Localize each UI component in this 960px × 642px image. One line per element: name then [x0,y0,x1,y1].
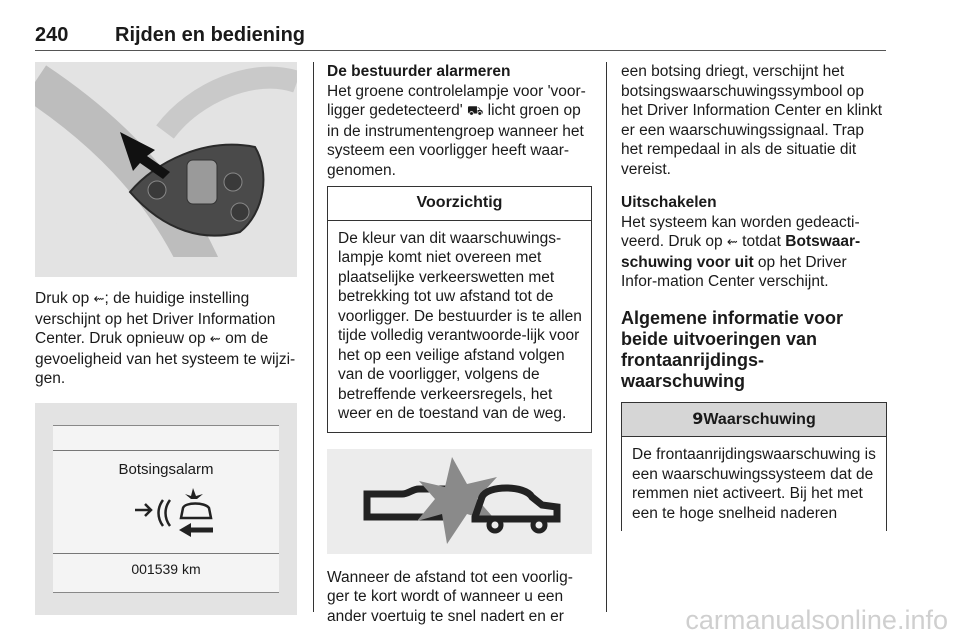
steering-wheel-illustration [35,62,297,277]
alert-paragraph: een botsing driegt, verschijnt het botsingswaarschuwingssymbool op het Driver Information Center en klinkt er een waarschuwingssignaal. Trap het rempedaal in als de situatie dit vereist. [621,63,883,178]
page-number: 240 [35,24,69,46]
collision-icon [327,449,592,554]
column-divider [606,62,607,612]
odometer-reading: 001539 km [131,561,201,577]
warning-title: Waarschuwing [703,410,816,428]
steering-wheel-icon [35,62,297,277]
distance-button-icon: ⇜ [209,332,221,347]
column-left [35,62,297,615]
warning-text: De frontaanrijdingswaarschuwing is een waarschuwingssysteem dat de remmen niet activeert. Bij het met een te hoge snelheid naderen [632,446,876,522]
collision-alert-icon [133,488,223,538]
warning-header [622,403,886,438]
chapter-title: Rijden en bediening [115,24,306,46]
distance-button-icon: ⇜ [93,292,105,307]
warning-box [621,402,887,532]
collision-illustration [327,449,592,554]
general-info-heading: Algemene informatie voor beide uitvoeringen van frontaanrijdings-waarschuwing [621,307,844,391]
column-middle [327,62,592,626]
deactivation-paragraph: Het systeem kan worden gedeacti-veerd. Druk op ⇜ totdat Botswaar-schuwing voor uit op het Driver Infor-mation Center verschijnt. [621,213,861,290]
page-header [35,24,886,51]
indicator-paragraph: Het groene controlelampje voor 'voor-ligger gedetecteerd' ⛟ licht groen op in de instrumentengroep wanneer het systeem een voorligger heeft waar-genomen. [327,82,586,179]
subheading-uitschakelen: Uitschakelen [621,194,717,211]
distance-button-icon: ⇜ [726,235,738,250]
caution-text: De kleur van dit waarschuwings-lampje komt niet overeen met plaatselijke verkeerswetten met betrekking tot uw afstand tot de voorligger. De bestuurder is te allen tijde volledig verantwoorde-lijk voor het op een veilige afstand volgen van de voorligger, volgens de betreffende verkeersregels, het weer en de toestand van de weg. [338,229,582,422]
caution-box [327,186,592,433]
display-illustration [35,403,297,615]
driver-information-center [53,425,279,593]
vehicle-ahead-icon: ⛟ [466,104,484,119]
distance-paragraph: Wanneer de afstand tot een voorlig-ger te kort wordt of wanneer u een ander voertuig te snel nadert en er [327,568,573,625]
watermark: carmanualsonline.info [685,605,948,635]
caution-title: Voorzichtig [328,187,591,221]
instruction-paragraph: Druk op ⇜; de huidige instelling verschijnt op het Driver Information Center. Druk opnieuw op ⇜ om de gevoeligheid van het systeem te wijzi-gen. [35,290,296,387]
column-divider [313,62,314,612]
warning-triangle-icon: 9 [692,408,704,428]
section-heading: De bestuurder alarmeren [327,63,511,80]
column-right [621,62,887,531]
display-title: Botsingsalarm [118,460,214,478]
